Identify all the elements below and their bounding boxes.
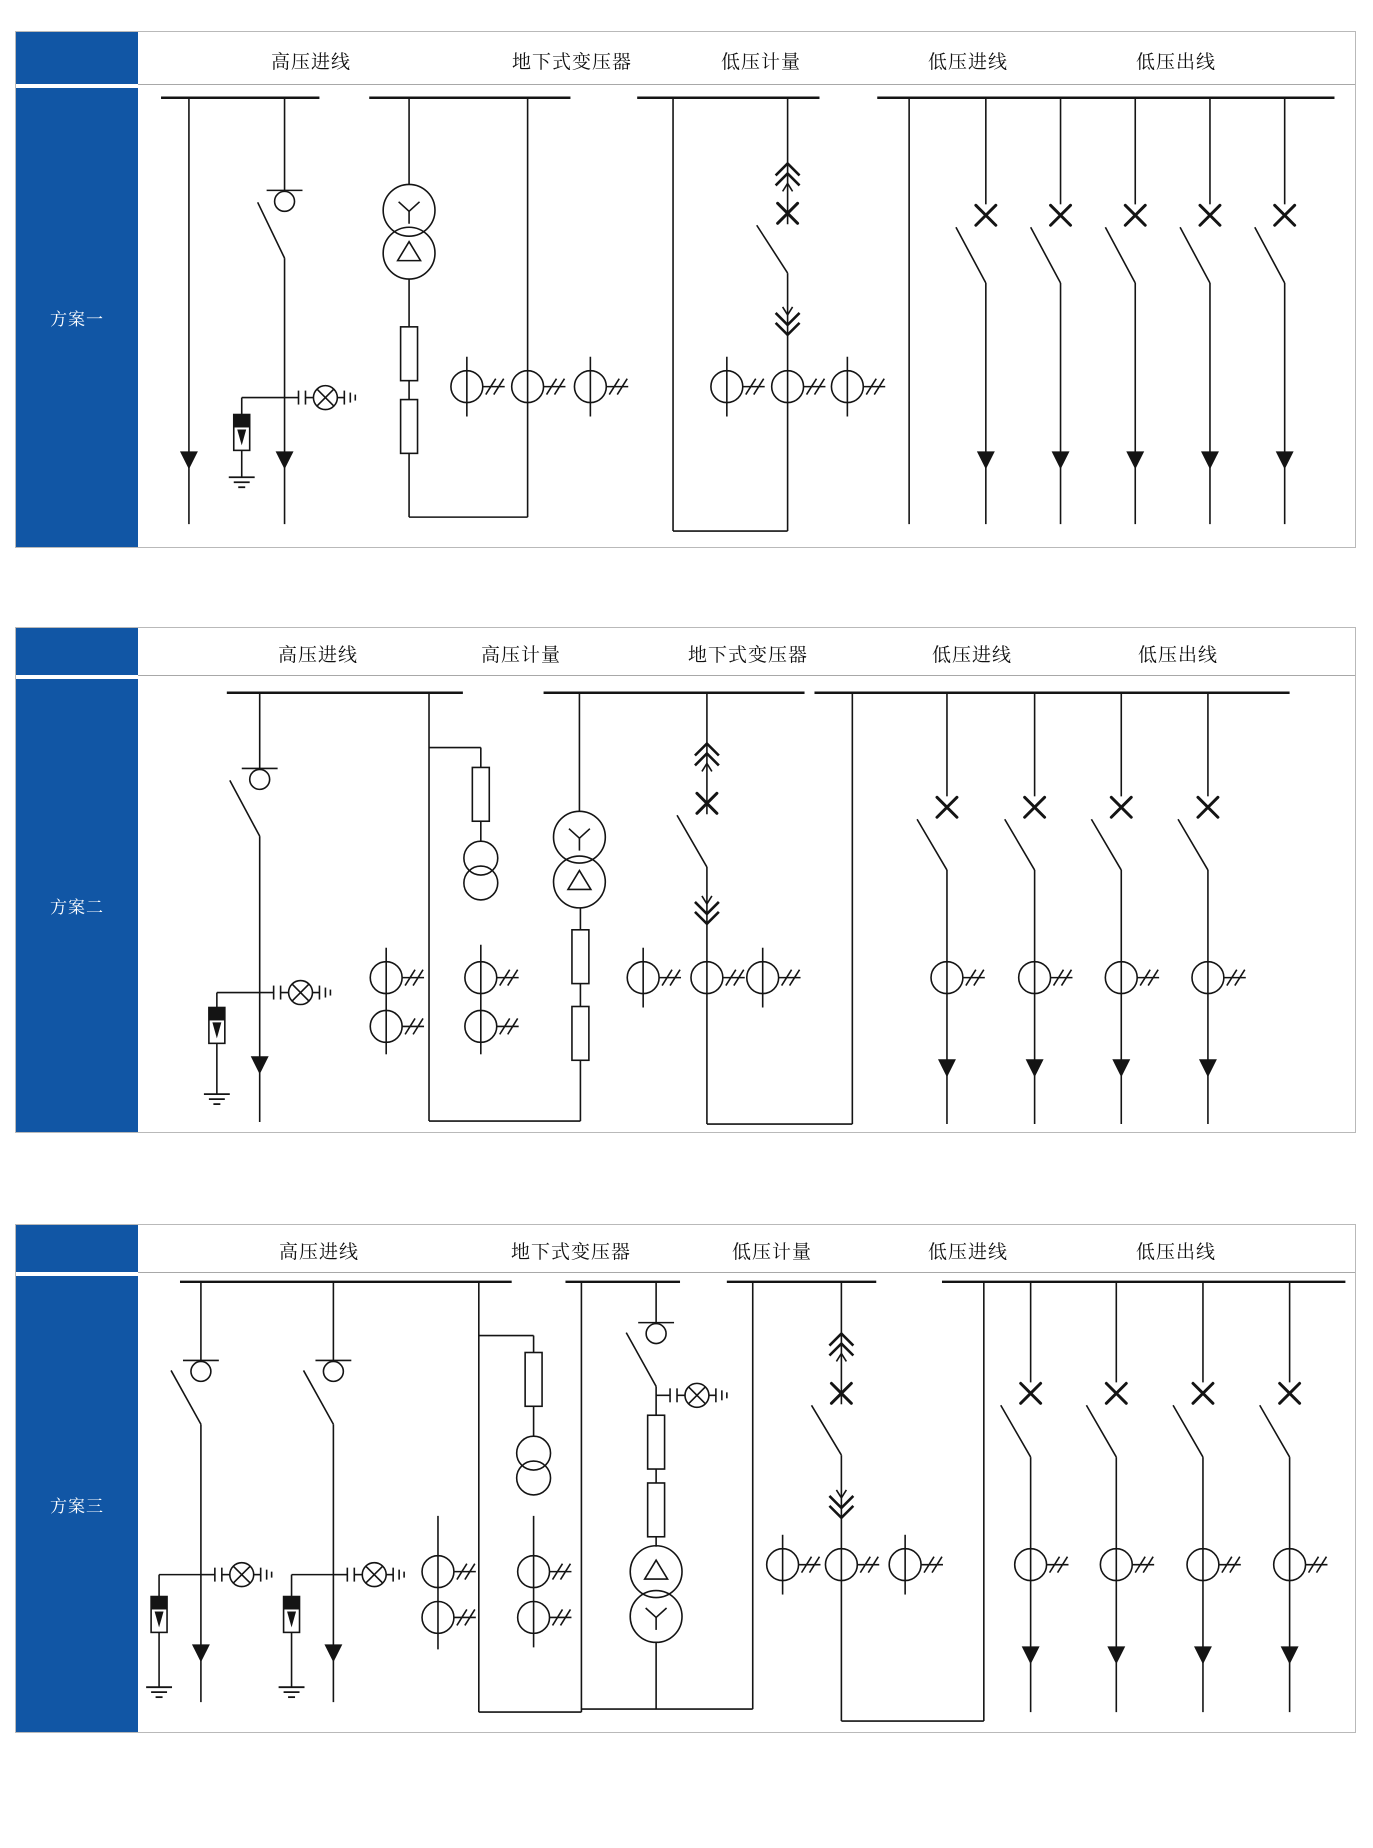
- col-lv-incoming: 低压进线: [927, 52, 1009, 73]
- disconnector-icon: [242, 768, 278, 789]
- scheme-1-title: 方案一: [50, 310, 104, 329]
- p1-lv-incoming-outgoing-columns: [877, 98, 1334, 524]
- disconnector-icon: [315, 1360, 351, 1381]
- lv-outgoing-feeder: [1173, 1282, 1241, 1712]
- p2-hv-incoming-column: [204, 693, 463, 1122]
- lv-outgoing-feeder: [1178, 693, 1246, 1124]
- scheme-1-diagram: [16, 32, 1355, 547]
- lv-outgoing-feeder: [1086, 1282, 1154, 1712]
- col-lv-metering: 低压计量: [731, 1242, 813, 1263]
- live-display-icon: [285, 386, 356, 410]
- col-lv-outgoing: 低压出线: [1135, 52, 1217, 73]
- p1-underground-transformer-column: [369, 98, 628, 517]
- transformer-delta-icon: [630, 1546, 682, 1598]
- fuse-icon: [572, 1006, 589, 1060]
- current-transformer-icon: [691, 962, 745, 994]
- load-arrow-icon: [1194, 1646, 1212, 1664]
- col-lv-outgoing: 低压出线: [1137, 645, 1219, 666]
- lv-outgoing-feeder: [917, 693, 985, 1124]
- disconnector-icon: [183, 1360, 219, 1381]
- load-arrow-icon: [276, 451, 294, 469]
- col-lv-metering: 低压计量: [720, 52, 802, 73]
- current-transformer-icon: [451, 371, 505, 403]
- load-arrow-icon: [1199, 1059, 1217, 1077]
- load-arrow-icon: [1052, 451, 1070, 469]
- ground-icon: [146, 1687, 172, 1697]
- surge-arrester-icon: [284, 1597, 300, 1633]
- live-display-icon: [656, 1383, 727, 1407]
- current-transformer-icon: [627, 962, 681, 994]
- hv-incoming-feeder: [279, 1282, 405, 1702]
- ground-icon: [204, 1094, 230, 1104]
- fuse-icon: [648, 1483, 665, 1537]
- breaker-x-icon: [1025, 797, 1045, 817]
- breaker-x-icon: [1275, 205, 1295, 225]
- scheme-3-panel: [15, 1224, 1356, 1733]
- lv-outgoing-feeder: [1005, 693, 1073, 1124]
- breaker-x-icon: [1193, 1383, 1213, 1403]
- p3-lv-incoming-outgoing-columns: [942, 1282, 1345, 1721]
- lv-outgoing-feeder: [1255, 98, 1295, 524]
- lv-outgoing-feeder: [956, 98, 996, 524]
- current-transformer-icon: [518, 1602, 572, 1634]
- current-transformer-icon: [1192, 962, 1246, 994]
- p2-underground-transformer-column: [544, 693, 853, 1124]
- breaker-x-icon: [1021, 1383, 1041, 1403]
- load-arrow-icon: [324, 1644, 342, 1662]
- load-arrow-icon: [1201, 451, 1219, 469]
- breaker-x-icon: [937, 797, 957, 817]
- surge-arrester-icon: [234, 415, 250, 451]
- hv-incoming-feeder: [146, 1282, 272, 1702]
- fuse-icon: [572, 930, 589, 984]
- disconnector-icon: [638, 1323, 674, 1344]
- live-display-icon: [260, 981, 331, 1005]
- voltage-transformer-icon: [517, 1436, 551, 1495]
- live-display-icon: [201, 1563, 272, 1587]
- lv-outgoing-feeder: [1105, 98, 1145, 524]
- fuse-icon: [525, 1352, 542, 1406]
- col-hv-metering: 高压计量: [480, 645, 562, 666]
- current-transformer-icon: [825, 1549, 879, 1581]
- p2-lv-incoming-outgoing-columns: [814, 693, 1289, 1124]
- current-transformer-icon: [465, 962, 519, 994]
- surge-arrester-icon: [209, 1007, 225, 1043]
- load-arrow-icon: [1276, 451, 1294, 469]
- load-arrow-icon: [251, 1056, 269, 1074]
- lv-outgoing-feeder: [1031, 98, 1071, 524]
- col-hv-incoming: 高压进线: [278, 1242, 360, 1263]
- current-transformer-icon: [1019, 962, 1073, 994]
- breaker-x-icon: [1198, 797, 1218, 817]
- current-transformer-icon: [512, 371, 566, 403]
- breaker-x-icon: [1125, 205, 1145, 225]
- scheme-3-diagram: [16, 1225, 1355, 1732]
- scheme-2-title: 方案二: [50, 898, 104, 917]
- current-transformer-icon: [931, 962, 985, 994]
- col-underground-transformer: 地下式变压器: [511, 52, 633, 73]
- p1-lv-metering-column: [637, 98, 885, 531]
- lv-outgoing-feeder: [1091, 693, 1159, 1124]
- current-transformer-icon: [1105, 962, 1159, 994]
- current-transformer-icon: [422, 1602, 476, 1634]
- col-underground-transformer: 地下式变压器: [687, 645, 809, 666]
- current-transformer-icon: [518, 1556, 572, 1588]
- load-arrow-icon: [180, 451, 198, 469]
- disconnector-icon: [267, 190, 303, 211]
- voltage-transformer-icon: [464, 841, 498, 900]
- surge-arrester-icon: [151, 1597, 167, 1633]
- fuse-icon: [401, 327, 418, 381]
- current-transformer-icon: [747, 962, 801, 994]
- fuse-icon: [472, 767, 489, 821]
- breaker-x-icon: [1106, 1383, 1126, 1403]
- p3-lv-metering-column: [727, 1282, 984, 1721]
- fuse-icon: [648, 1415, 665, 1469]
- col-underground-transformer: 地下式变压器: [510, 1242, 632, 1263]
- current-transformer-icon: [370, 1010, 424, 1042]
- current-transformer-icon: [1274, 1549, 1328, 1581]
- breaker-x-icon: [1200, 205, 1220, 225]
- current-transformer-icon: [831, 371, 885, 403]
- current-transformer-icon: [711, 371, 765, 403]
- load-arrow-icon: [1107, 1646, 1125, 1664]
- ground-icon: [279, 1687, 305, 1697]
- breaker-x-icon: [976, 205, 996, 225]
- breaker-x-icon: [1051, 205, 1071, 225]
- col-lv-incoming: 低压进线: [931, 645, 1013, 666]
- load-arrow-icon: [1022, 1646, 1040, 1664]
- scheme-2-diagram: [16, 628, 1355, 1132]
- scheme-3-title: 方案三: [50, 1496, 104, 1516]
- p3-metering-box-column: [422, 1282, 581, 1712]
- current-transformer-icon: [1100, 1549, 1154, 1581]
- load-arrow-icon: [977, 451, 995, 469]
- current-transformer-icon: [422, 1556, 476, 1588]
- scheme-2-panel: [15, 627, 1356, 1133]
- ground-icon: [229, 477, 255, 487]
- load-arrow-icon: [1112, 1059, 1130, 1077]
- current-transformer-icon: [574, 371, 628, 403]
- col-lv-outgoing: 低压出线: [1135, 1242, 1217, 1263]
- load-arrow-icon: [192, 1644, 210, 1662]
- load-arrow-icon: [1126, 451, 1144, 469]
- lv-outgoing-feeder: [1260, 1282, 1328, 1712]
- p1-hv-incoming-column: [161, 98, 355, 524]
- load-arrow-icon: [938, 1059, 956, 1077]
- load-arrow-icon: [1281, 1646, 1299, 1664]
- p3-underground-transformer-column: [565, 1282, 752, 1712]
- current-transformer-icon: [370, 962, 424, 994]
- current-transformer-icon: [465, 1010, 519, 1042]
- live-display-icon: [333, 1563, 404, 1587]
- transformer-wye-icon: [630, 1591, 682, 1643]
- current-transformer-icon: [772, 371, 826, 403]
- lv-outgoing-feeder: [1001, 1282, 1069, 1712]
- col-hv-incoming: 高压进线: [270, 52, 352, 73]
- p3-hv-incoming-column: [146, 1282, 512, 1702]
- current-transformer-icon: [1015, 1549, 1069, 1581]
- breaker-x-icon: [1280, 1383, 1300, 1403]
- current-transformer-icon: [1187, 1549, 1241, 1581]
- current-transformer-icon: [889, 1549, 943, 1581]
- transformer-delta-icon: [383, 227, 435, 279]
- lv-outgoing-feeder: [1180, 98, 1220, 524]
- p2-hv-metering-column: [370, 693, 580, 1121]
- transformer-wye-icon: [383, 184, 435, 236]
- breaker-x-icon: [1111, 797, 1131, 817]
- col-hv-incoming: 高压进线: [277, 645, 359, 666]
- current-transformer-icon: [767, 1549, 821, 1581]
- fuse-icon: [401, 400, 418, 454]
- col-lv-incoming: 低压进线: [927, 1242, 1009, 1263]
- scheme-1-panel: [15, 31, 1356, 548]
- load-arrow-icon: [1026, 1059, 1044, 1077]
